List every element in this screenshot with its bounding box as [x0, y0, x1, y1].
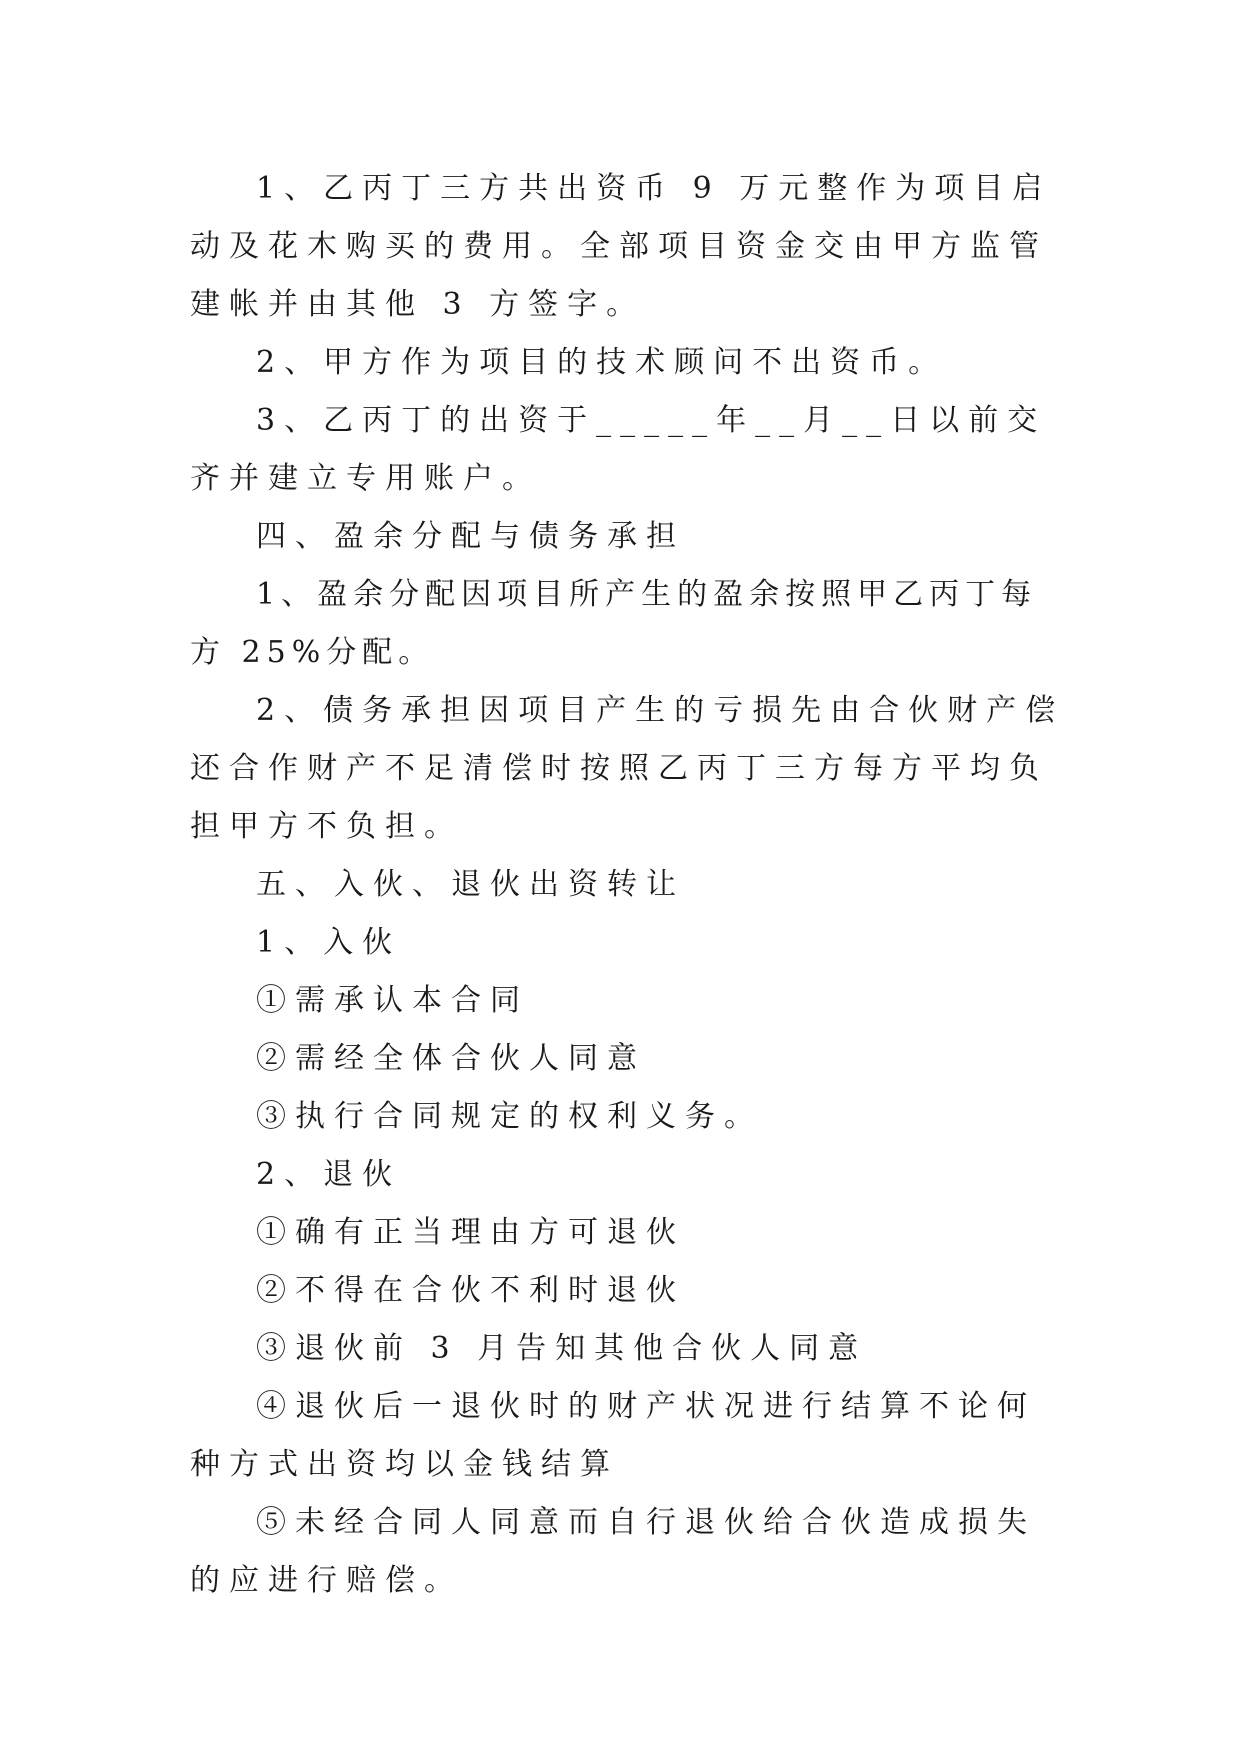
subheading-withdraw: 2、退伙: [256, 1157, 402, 1192]
list-item-withdraw-5: ⑤未经合同人同意而自行退伙给合伙造成损失的应进行赔偿。: [190, 1505, 1036, 1598]
paragraph-capital-contribution: 1、乙丙丁三方共出资币 9 万元整作为项目启动及花木购买的费用。全部项目资金交由甲方监管建帐并由其他 3 方签字。: [190, 171, 1052, 322]
paragraph-debt-burden: 2、债务承担因项目产生的亏损先由合伙财产偿还合作财产不足清偿时按照乙丙丁三方每方平均负担甲方不负担。: [190, 693, 1065, 844]
document-body: [190, 160, 1070, 1610]
list-item-join-2: ②需经全体合伙人同意: [256, 1041, 646, 1076]
paragraph-party-a-role: 2、甲方作为项目的技术顾问不出资币。: [256, 345, 948, 380]
list-item-withdraw-4: ④退伙后一退伙时的财产状况进行结算不论何种方式出资均以金钱结算: [190, 1389, 1036, 1482]
list-item-withdraw-3: ③退伙前 3 月告知其他合伙人同意: [256, 1331, 868, 1366]
subheading-join: 1、入伙: [256, 925, 402, 960]
list-item-withdraw-1: ①确有正当理由方可退伙: [256, 1215, 685, 1250]
list-item-withdraw-2: ②不得在合伙不利时退伙: [256, 1273, 685, 1308]
section-heading-profit-debt: 四、盈余分配与债务承担: [256, 519, 685, 554]
paragraph-contribution-deadline: 3、乙丙丁的出资于_____年__月__日以前交齐并建立专用账户。: [190, 403, 1047, 496]
list-item-join-1: ①需承认本合同: [256, 983, 529, 1018]
section-heading-join-withdraw: 五、入伙、退伙出资转让: [256, 867, 685, 902]
list-item-join-3: ③执行合同规定的权利义务。: [256, 1099, 763, 1134]
paragraph-profit-distribution: 1、盈余分配因项目所产生的盈余按照甲乙丙丁每方 25%分配。: [190, 577, 1038, 670]
